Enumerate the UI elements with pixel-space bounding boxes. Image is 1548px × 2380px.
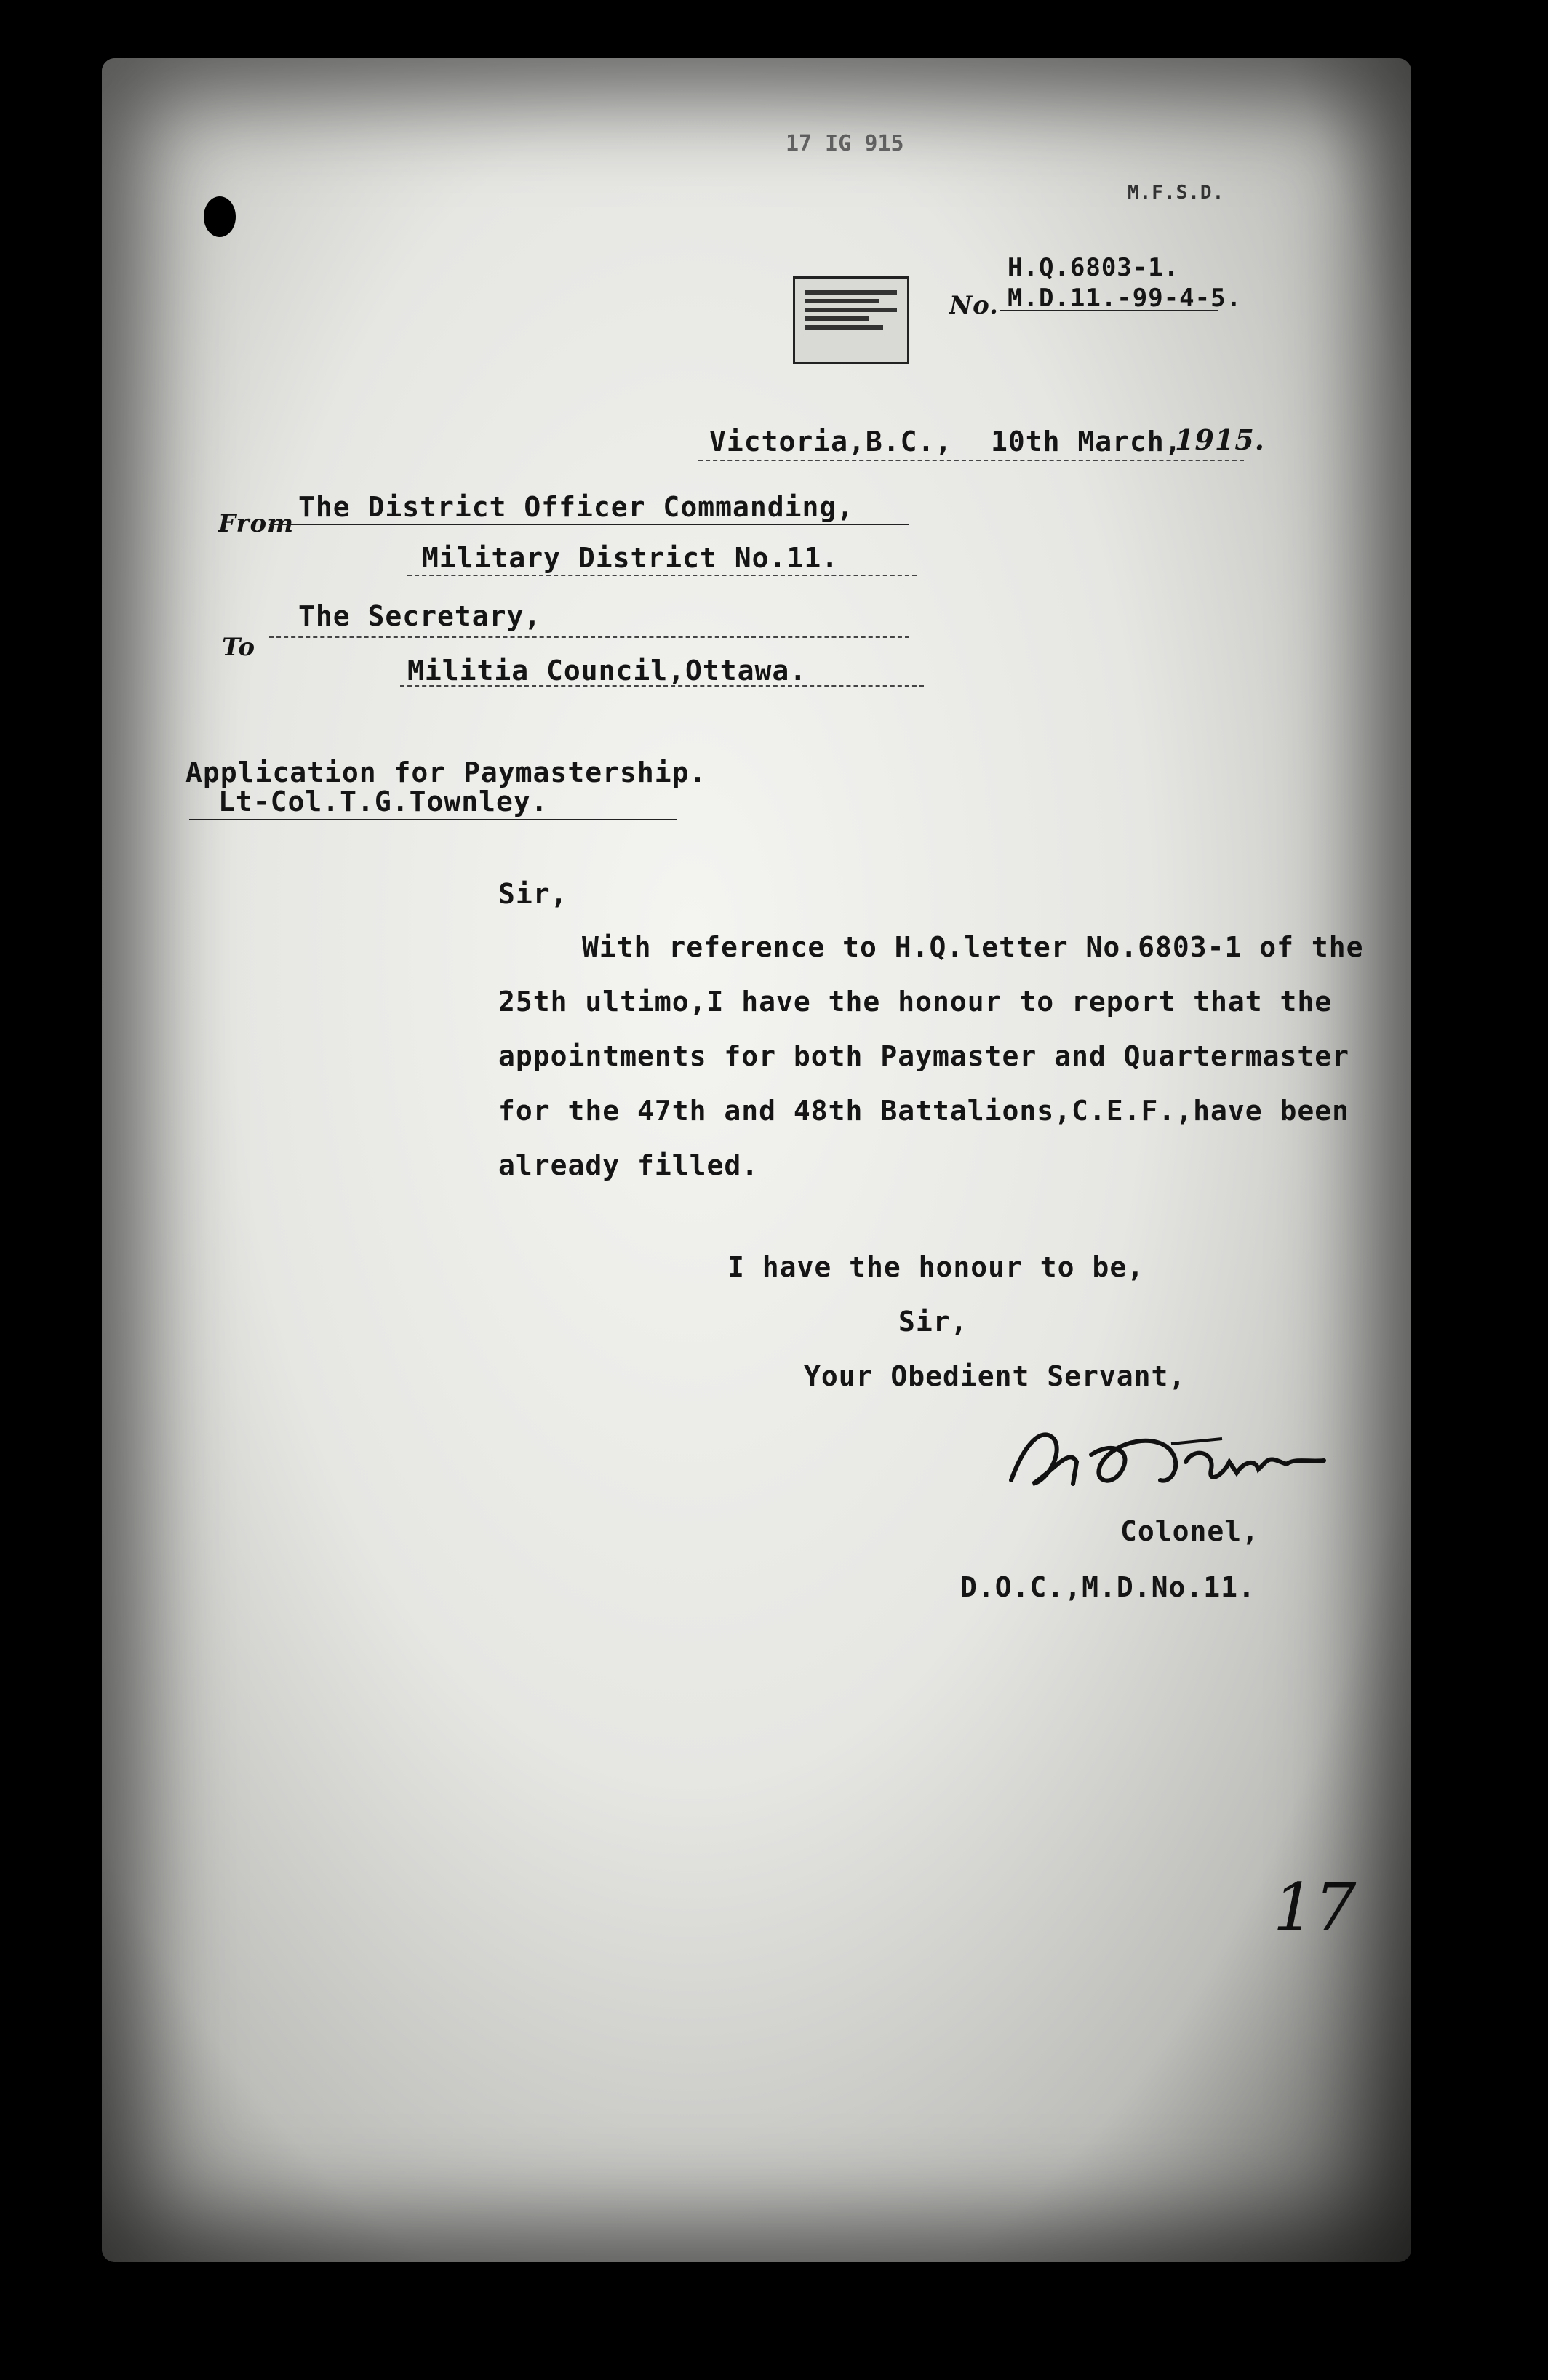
- body-line-1: With reference to H.Q.letter No.6803-1 of the: [582, 931, 1364, 963]
- signatory-rank: Colonel,: [1120, 1515, 1260, 1547]
- from-line-2: Military District No.11.: [422, 542, 839, 574]
- subject-line-2: Lt-Col.T.G.Townley.: [218, 786, 548, 818]
- registry-stamp: M.F.S.D.: [1128, 182, 1225, 204]
- place-line: Victoria,B.C.,: [709, 426, 953, 458]
- salutation: Sir,: [498, 878, 568, 910]
- body-line-5: already filled.: [498, 1149, 759, 1181]
- body-line-4: for the 47th and 48th Battalions,C.E.F.,have been: [498, 1095, 1350, 1127]
- to-line-1: The Secretary,: [298, 600, 542, 632]
- closing-line-1: I have the honour to be,: [727, 1251, 1145, 1283]
- from-label: From: [218, 509, 295, 538]
- from-line-1: The District Officer Commanding,: [298, 491, 855, 523]
- body-line-3: appointments for both Paymaster and Quartermaster: [498, 1040, 1350, 1072]
- hq-reference: H.Q.6803-1.: [1008, 253, 1180, 282]
- body-line-2: 25th ultimo,I have the honour to report that the: [498, 986, 1333, 1018]
- closing-line-3: Your Obedient Servant,: [804, 1360, 1186, 1392]
- to-line-2: Militia Council,Ottawa.: [407, 655, 807, 687]
- md-reference: M.D.11.-99-4-5.: [1008, 284, 1242, 313]
- filing-stamp-box: [793, 276, 909, 364]
- to-label: To: [222, 633, 256, 662]
- signature: [1004, 1411, 1353, 1506]
- ref-no-label: No.: [949, 291, 999, 320]
- punch-hole: [204, 196, 236, 237]
- signatory-title: D.O.C.,M.D.No.11.: [960, 1571, 1256, 1603]
- folio-number: 17: [1273, 1869, 1357, 1946]
- closing-line-2: Sir,: [898, 1306, 968, 1338]
- date-line: 10th March,: [991, 426, 1182, 458]
- date-year: 1915.: [1175, 423, 1265, 456]
- received-stamp: 17 IG 915: [786, 131, 904, 156]
- subject-line-1: Application for Paymastership.: [185, 756, 707, 788]
- letter-page: [102, 58, 1411, 2262]
